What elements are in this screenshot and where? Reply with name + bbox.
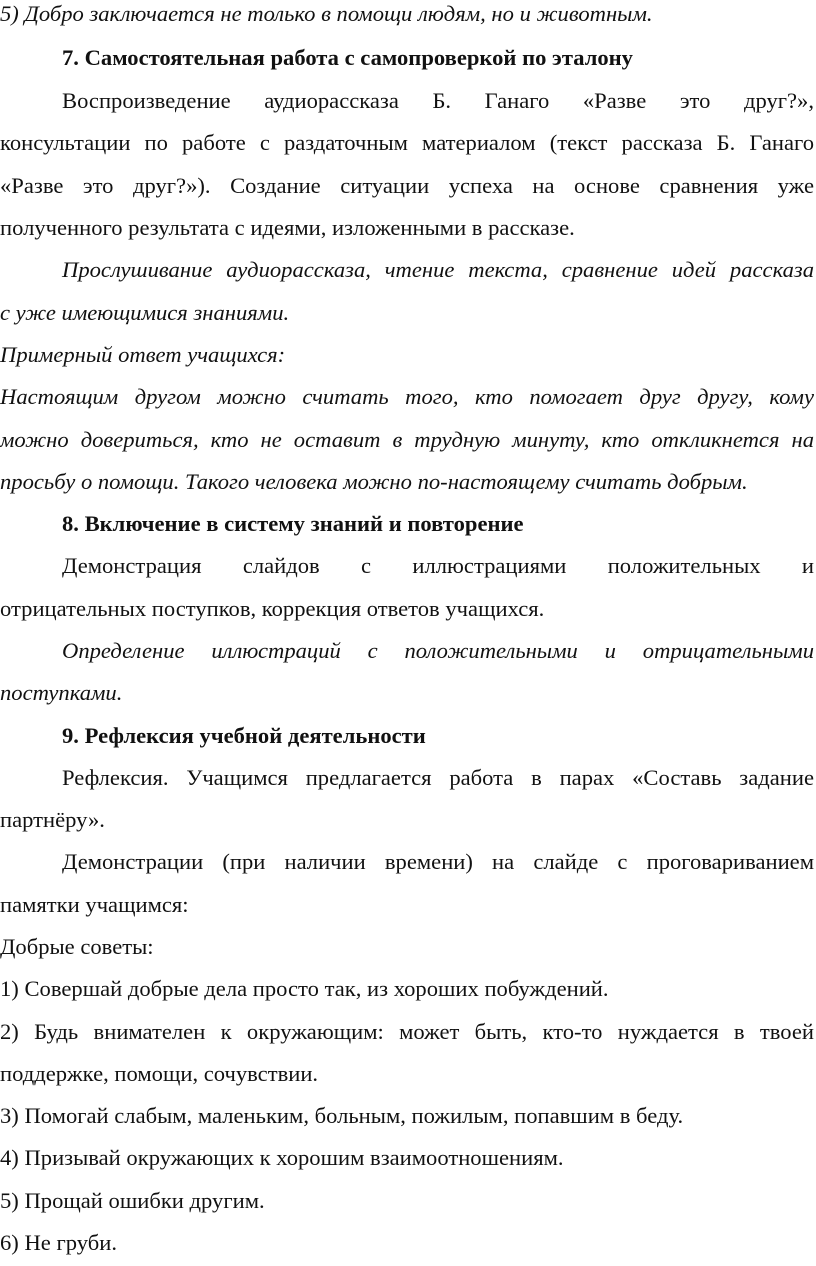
italic-paragraph-line: с уже имеющимися знаниями.	[0, 300, 290, 325]
paragraph-line: памятки учащимся:	[0, 892, 189, 917]
advice-heading: Добрые советы:	[0, 934, 154, 959]
sample-answer-line: Настоящим другом можно считать того, кто помогает друг другу, кому	[0, 384, 814, 409]
advice-item-4: 4) Призывай окружающих к хорошим взаимоотношениям.	[0, 1145, 564, 1170]
paragraph-line: «Разве это друг?»). Создание ситуации успеха на основе сравнения уже	[0, 173, 814, 198]
advice-item-6: 6) Не груби.	[0, 1230, 117, 1255]
paragraph-line: полученного результата с идеями, изложенными в рассказе.	[0, 215, 575, 240]
paragraph-line: Демонстрация слайдов с иллюстрациями положительных и	[62, 553, 814, 578]
paragraph-line: Демонстрации (при наличии времени) на слайде с проговариванием	[62, 849, 814, 874]
paragraph-line: партнёру».	[0, 807, 105, 832]
italic-paragraph-line: поступками.	[0, 680, 123, 705]
advice-item-2: 2) Будь внимателен к окружающим: может быть, кто-то нуждается в твоей	[0, 1019, 814, 1044]
section-9-heading: 9. Рефлексия учебной деятельности	[62, 723, 426, 748]
advice-item-3: 3) Помогай слабым, маленьким, больным, пожилым, попавшим в беду.	[0, 1103, 684, 1128]
advice-item-1: 1) Совершай добрые дела просто так, из хороших побуждений.	[0, 976, 609, 1001]
sample-answer-line: просьбу о помощи. Такого человека можно по-настоящему считать добрым.	[0, 469, 748, 494]
section-7-heading: 7. Самостоятельная работа с самопроверкой по эталону	[62, 45, 633, 70]
sample-answer-label: Примерный ответ учащихся:	[0, 342, 286, 367]
sample-answer-line: можно довериться, кто не оставит в трудную минуту, кто откликнется на	[0, 427, 814, 452]
paragraph-line: Воспроизведение аудиорассказа Б. Ганаго «Разве это друг?»,	[62, 88, 814, 113]
italic-paragraph-line: Определение иллюстраций с положительными и отрицательными	[62, 638, 814, 663]
paragraph-line: Рефлексия. Учащимся предлагается работа в парах «Составь задание	[62, 765, 814, 790]
paragraph-line: консультации по работе с раздаточным материалом (текст рассказа Б. Ганаго	[0, 130, 814, 155]
italic-paragraph-line: Прослушивание аудиорассказа, чтение текста, сравнение идей рассказа	[62, 257, 814, 282]
advice-item-5: 5) Прощай ошибки другим.	[0, 1188, 265, 1213]
section-8-heading: 8. Включение в систему знаний и повторение	[62, 511, 524, 536]
paragraph-line: отрицательных поступков, коррекция ответов учащихся.	[0, 596, 545, 621]
list-item-5-animals: 5) Добро заключается не только в помощи людям, но и животным.	[0, 1, 653, 26]
advice-item-2-continued: поддержке, помощи, сочувствии.	[0, 1061, 319, 1086]
